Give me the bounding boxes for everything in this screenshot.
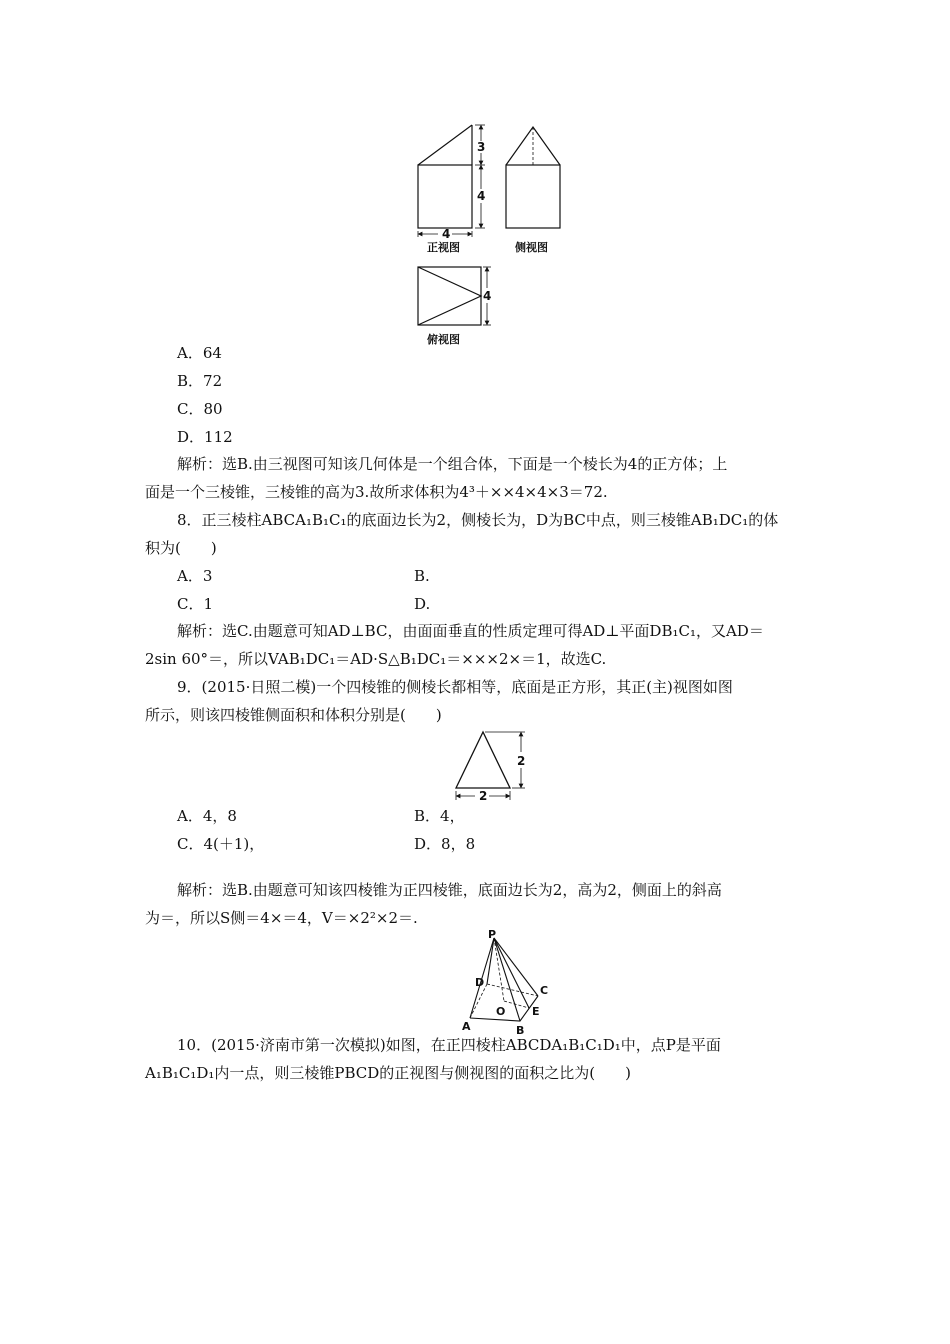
front-view: [418, 125, 472, 228]
q9-option-c: C．4(＋1)，: [177, 835, 265, 853]
q9-height-label: 2: [517, 754, 526, 768]
q9-base-label: 2: [479, 789, 488, 803]
q7-option-b: B．72: [177, 372, 223, 390]
point-e-label: E: [532, 1005, 540, 1018]
q8-stem-line-1: 8．正三棱柱ABCA₁B₁C₁的底面边长为2，侧棱长为，D为BC中点，则三棱锥AB₁DC₁的体: [177, 511, 779, 529]
q8-option-a: A．3: [177, 567, 213, 585]
q9-option-d: D．8，8: [414, 835, 476, 853]
three-views-figure: [405, 115, 565, 350]
q7-analysis-line-2: 面是一个三棱锥，三棱锥的高为3.故所求体积为4³＋××4×4×3＝72.: [145, 483, 608, 501]
q8-analysis-line-2: 2sin 60°＝，所以VAB₁DC₁＝AD·S△B₁DC₁＝×××2×＝1，故选C.: [145, 650, 607, 668]
front-dim-mid: 4: [477, 189, 486, 203]
q8-option-b: B.: [414, 567, 430, 585]
q9-stem-line-1: 9．(2015·日照二模)一个四棱锥的侧棱长都相等，底面是正方形，其正(主)视图如图: [177, 678, 733, 696]
vertex-d-label: D: [475, 976, 485, 989]
q9-option-a: A．4，8: [177, 807, 237, 825]
top-view-label: 俯视图: [427, 333, 460, 346]
q7-analysis-line-1: 解析：选B.由三视图可知该几何体是一个组合体，下面是一个棱长为4的正方体；上: [177, 455, 728, 473]
q9-option-b: B．4，: [414, 807, 465, 825]
triangle: [456, 732, 510, 788]
front-view-label: 正视图: [427, 241, 460, 254]
q9-front-view-figure: [445, 725, 535, 805]
pyramid-figure: [460, 928, 560, 1038]
q10-stem-line-2: A₁B₁C₁D₁内一点，则三棱锥PBCD的正视图与侧视图的面积之比为( ): [145, 1064, 632, 1082]
front-dim-top: 3: [477, 140, 486, 154]
q8-option-d: D.: [414, 595, 431, 613]
vertex-a-label: A: [462, 1020, 471, 1033]
front-dim-bottom: 4: [442, 227, 451, 241]
q8-stem-line-2: 积为( ): [145, 539, 217, 557]
vertex-c-label: C: [540, 984, 549, 997]
side-view-label: 侧视图: [515, 241, 548, 254]
vertex-p-label: P: [488, 928, 497, 941]
q7-option-c: C．80: [177, 400, 223, 418]
side-view: [506, 127, 560, 228]
q10-stem-line-1: 10．(2015·济南市第一次模拟)如图，在正四棱柱ABCDA₁B₁C₁D₁中，点P是平面: [177, 1036, 721, 1054]
top-view: [418, 267, 481, 325]
q7-option-a: A．64: [177, 344, 222, 362]
q9-analysis-line-1: 解析：选B.由题意可知该四棱锥为正四棱锥，底面边长为2，高为2，侧面上的斜高: [177, 881, 722, 899]
q8-option-c: C．1: [177, 595, 214, 613]
q9-analysis-line-2: 为＝，所以S侧＝4×＝4，V＝×2²×2＝.: [145, 909, 418, 927]
q9-stem-line-2: 所示，则该四棱锥侧面积和体积分别是( ): [145, 706, 442, 724]
q7-option-d: D．112: [177, 428, 233, 446]
q8-analysis-line-1: 解析：选C.由题意可知AD⊥BC，由面面垂直的性质定理可得AD⊥平面DB₁C₁，又AD＝: [177, 622, 764, 640]
vertex-b-label: B: [516, 1024, 525, 1037]
top-dim: 4: [483, 289, 492, 303]
point-o-label: O: [496, 1005, 506, 1018]
